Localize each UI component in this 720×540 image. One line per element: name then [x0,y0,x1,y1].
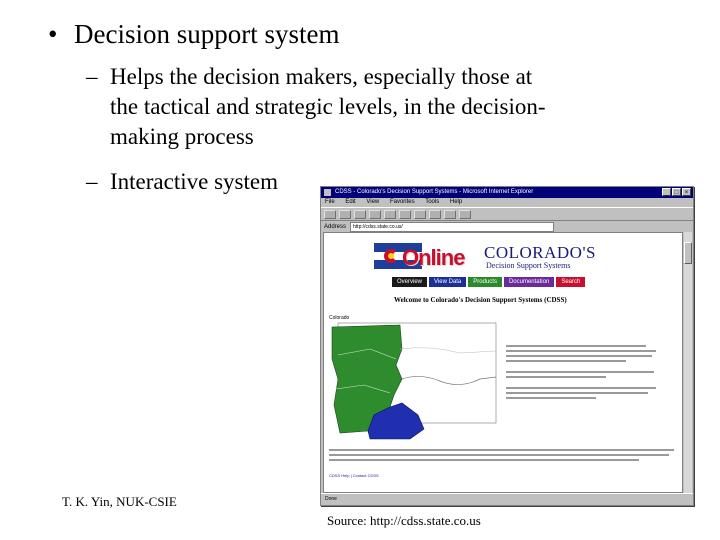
sub-bullet-2-text: Interactive system [110,169,278,194]
back-icon[interactable] [324,210,336,219]
refresh-icon[interactable] [369,210,381,219]
browser-screenshot [320,186,694,506]
browser-title: CDSS - Colorado's Decision Support Systems - Microsoft Internet Explorer [335,189,534,195]
menu-help[interactable]: Help [449,199,463,205]
sub-bullet-1-line-1: Helps the decision makers, especially those at [110,64,533,89]
description-text [506,345,656,402]
history-icon[interactable] [429,210,441,219]
dash-symbol: – [86,169,98,194]
nav-search[interactable]: Search [556,277,585,287]
sub-bullet-1-line-3: making process [110,124,254,149]
body-text [329,449,674,464]
main-bullet-text: Decision support system [74,19,340,49]
nav-view-data[interactable]: View Data [429,277,466,287]
address-input[interactable]: http://cdss.state.co.us/ [350,222,554,232]
source-caption: Source: http://cdss.state.co.us [327,513,481,528]
close-icon[interactable]: × [682,188,691,196]
menu-file[interactable]: File [325,199,335,205]
bullet-symbol: • [48,19,58,49]
welcome-heading: Welcome to Colorado's Decision Support Systems (CDSS) [394,296,567,304]
logo-subtitle: Decision Support Systems [486,261,571,270]
sub-bullet-1-line-2: the tactical and strategic levels, in the decision- [110,94,546,119]
address-bar [321,221,693,232]
page-viewport [323,232,683,493]
home-icon[interactable] [384,210,396,219]
nav-overview[interactable]: Overview [392,277,427,287]
browser-toolbar [321,207,693,221]
nav-products[interactable]: Products [468,277,502,287]
menu-edit[interactable]: Edit [345,199,356,205]
forward-icon[interactable] [339,210,351,219]
menu-view[interactable]: View [366,199,380,205]
favorites-icon[interactable] [414,210,426,219]
colorado-basin-map[interactable] [330,319,500,441]
menu-tools[interactable]: Tools [425,199,440,205]
dash-symbol: – [86,64,98,89]
site-logo[interactable] [374,241,634,275]
sub-bullet-1 [86,62,532,92]
slide-footer: T. K. Yin, NUK-CSIE [62,494,177,509]
map-label: Colorado [329,315,350,321]
logo-title: COLORADO'S [484,243,596,262]
browser-menubar [321,198,693,207]
site-nav [392,277,585,287]
mail-icon[interactable] [444,210,456,219]
nav-documentation[interactable]: Documentation [504,277,554,287]
stop-icon[interactable] [354,210,366,219]
browser-statusbar: Done [321,493,693,505]
address-label: Address [324,223,347,230]
menu-favorites[interactable]: Favorites [389,199,415,205]
print-icon[interactable] [459,210,471,219]
ie-icon [324,189,331,196]
browser-titlebar [321,187,693,198]
logo-online: Online [402,245,465,270]
minimize-icon[interactable]: _ [662,188,671,196]
search-icon[interactable] [399,210,411,219]
footer-links[interactable]: CDSS Help | Contact CDSS [329,473,379,478]
maximize-icon[interactable]: □ [672,188,681,196]
vertical-scrollbar[interactable] [684,232,692,493]
main-bullet [48,18,339,50]
sub-bullet-2 [86,167,278,197]
